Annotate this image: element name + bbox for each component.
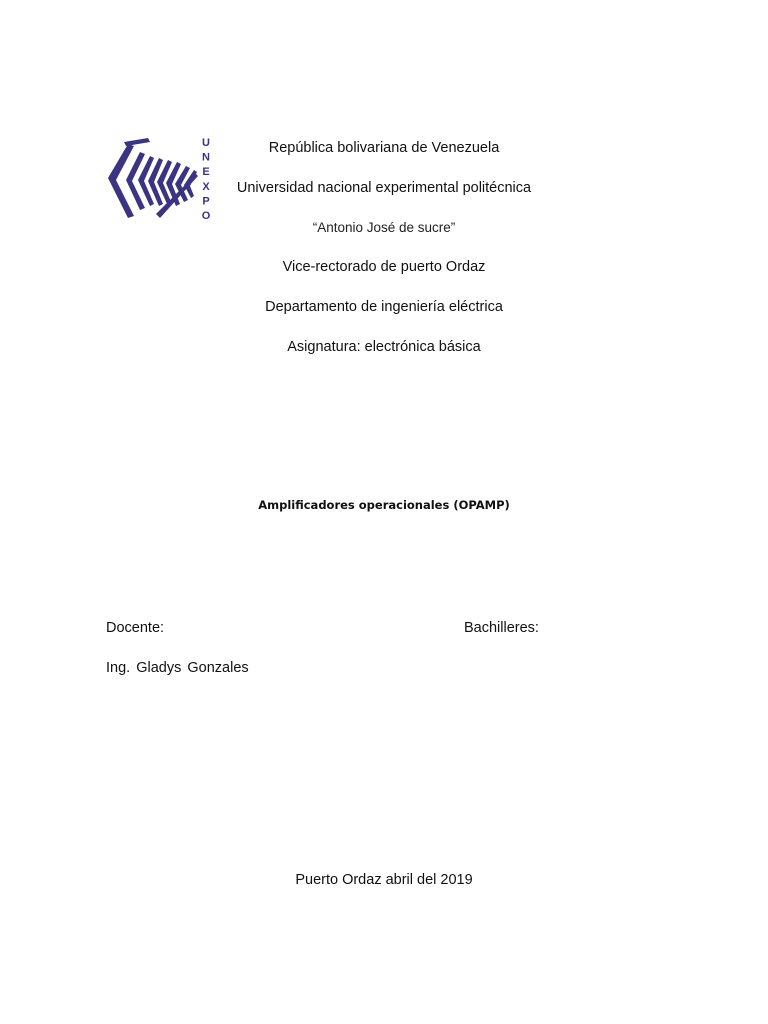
logo-letter: P [202,195,210,208]
header-subject: Asignatura: electrónica básica [287,339,481,355]
logo-letter: N [202,151,210,164]
header-university-name: “Antonio José de sucre” [312,220,456,235]
docente-name: Ing. Gladys Gonzales [106,660,249,676]
header-vice-rectorado: Vice-rectorado de puerto Ordaz [282,259,486,275]
logo-letter: E [202,166,210,179]
header-country: República bolivariana de Venezuela [268,140,500,156]
logo-letter: X [202,180,210,193]
logo-letter: U [202,137,210,149]
document-title: Amplificadores operacionales (OPAMP) [258,498,510,512]
place-and-date: Puerto Ordaz abril del 2019 [295,872,473,888]
docente-label: Docente: [106,620,165,636]
logo-letter: O [201,210,211,222]
header-department: Departamento de ingeniería eléctrica [265,299,503,315]
header-university: Universidad nacional experimental politécnica [236,180,532,196]
bachilleres-label: Bachilleres: [464,620,539,636]
